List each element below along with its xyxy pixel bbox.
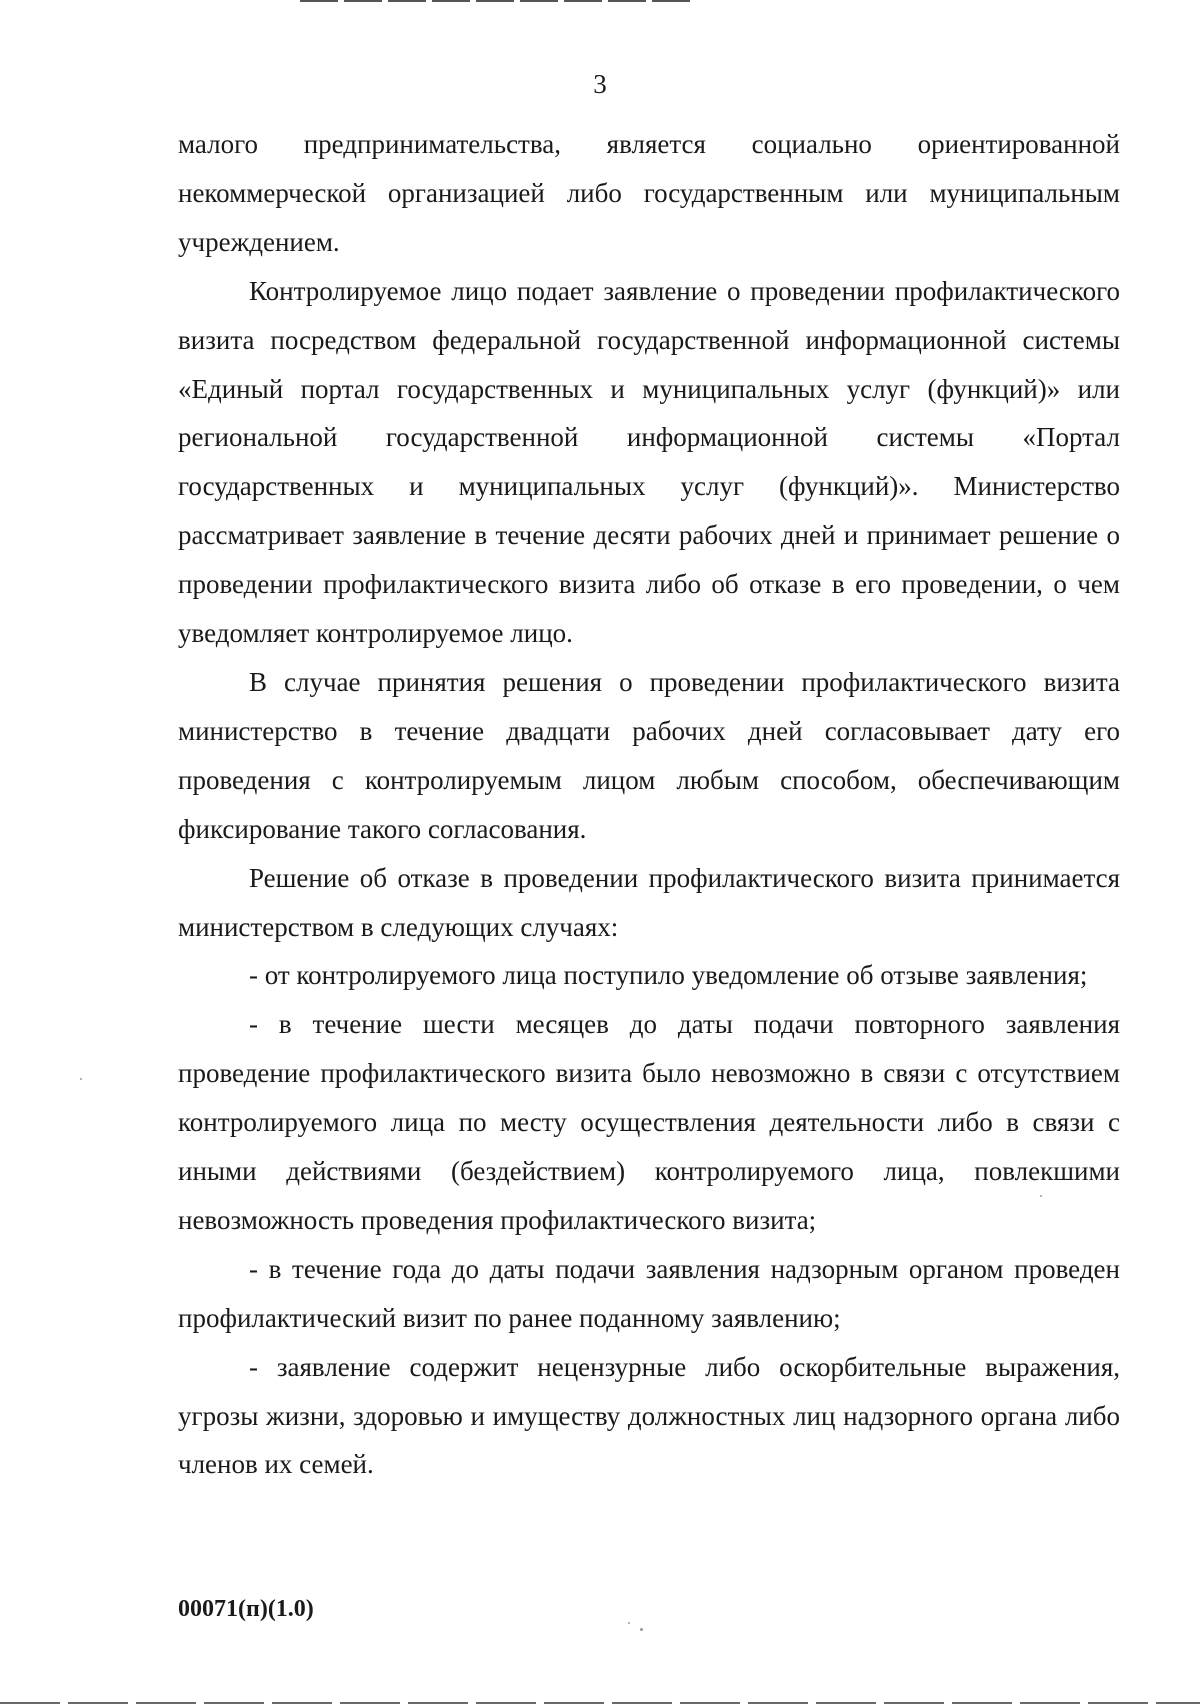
list-item-3: - в течение года до даты подачи заявления надзорным органом проведен профилактический визит по ранее поданному заявлению; xyxy=(178,1253,1120,1333)
scan-speck xyxy=(640,1628,643,1631)
paragraph-3: В случае принятия решения о проведении профилактического визита министерство в течение двадцати рабочих дней согласовывает дату его проведения с контролируемым лицом любым способом, обеспечивающим фиксирование такого согласования. xyxy=(178,666,1120,844)
scan-speck xyxy=(1040,1195,1042,1197)
document-body xyxy=(178,120,1120,1489)
bottom-scan-rule xyxy=(0,1702,1200,1704)
document-code: 00071(п)(1.0) xyxy=(178,1596,314,1622)
list-item-2: - в течение шести месяцев до даты подачи повторного заявления проведение профилактического визита было невозможно в связи с отсутствием контролируемого лица по месту осуществления деятельности либо в связи с иными действиями (бездействием) контролируемого лица, повлекшими невозможность проведения профилактического визита; xyxy=(178,1009,1120,1235)
paragraph-4: Решение об отказе в проведении профилактического визита принимается министерством в следующих случаях: xyxy=(178,862,1120,942)
scan-speck xyxy=(628,1622,630,1624)
list-item-4: - заявление содержит нецензурные либо оскорбительные выражения, угрозы жизни, здоровью и имуществу должностных лиц надзорного органа либо членов их семей. xyxy=(178,1351,1120,1480)
scan-speck xyxy=(80,1078,82,1080)
paragraph-1: малого предпринимательства, является социально ориентированной некоммерческой организацией либо государственным или муниципальным учреждением. xyxy=(178,129,1120,257)
top-scan-rule xyxy=(300,0,690,2)
list-item-1: - от контролируемого лица поступило уведомление об отзыве заявления; xyxy=(249,960,1088,991)
page-number: 3 xyxy=(593,69,607,99)
paragraph-2: Контролируемое лицо подает заявление о проведении профилактического визита посредством федеральной государственной информационной системы «Единый портал государственных и муниципальных услуг (функций)» или региональной государственной информационной системы «Портал государственных и муниципальных услуг (функций)». Министерство рассматривает заявление в течение десяти рабочих дней и принимает решение о проведении профилактического визита либо об отказе в его проведении, о чем уведомляет контролируемое лицо. xyxy=(178,275,1120,649)
